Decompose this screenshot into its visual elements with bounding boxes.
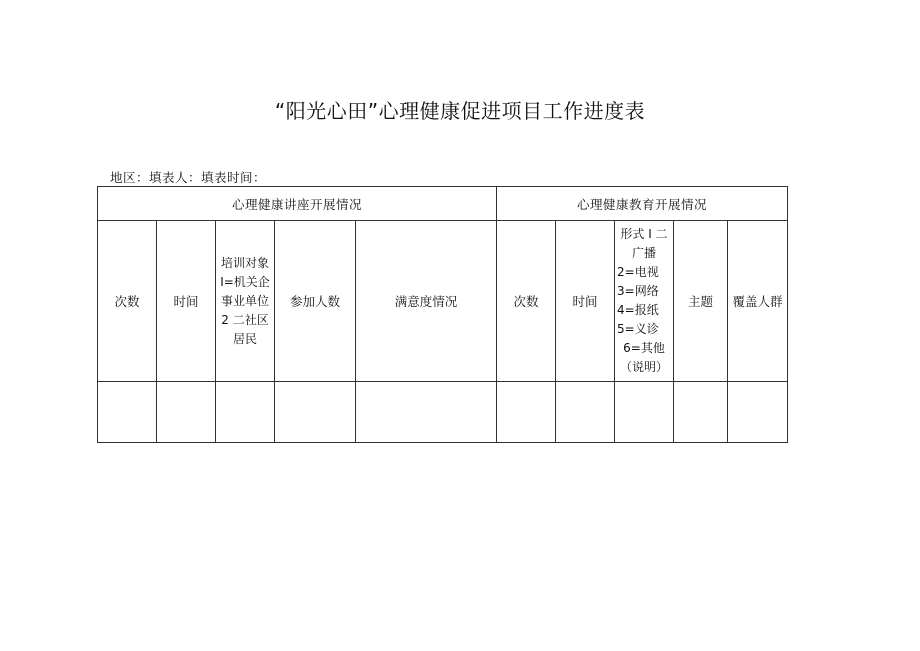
education-form-header: [615, 221, 674, 382]
education-time-header: 时间: [556, 221, 615, 382]
education-count-header: 次数: [497, 221, 556, 382]
table-cell[interactable]: [497, 382, 556, 443]
lecture-participants-header: 参加人数: [275, 221, 356, 382]
progress-table: [97, 186, 788, 443]
education-coverage-header: 覆盖人群: [728, 221, 788, 382]
table-cell[interactable]: [728, 382, 788, 443]
column-header-row: [98, 221, 788, 382]
table-cell[interactable]: [674, 382, 728, 443]
page-title: “阳光心田”心理健康促进项目工作进度表: [274, 99, 646, 123]
lecture-group-header: 心理健康讲座开展情况: [98, 187, 497, 221]
form-line: 5=义诊: [617, 322, 659, 336]
form-line: 3=网络: [617, 284, 659, 298]
table-cell[interactable]: [356, 382, 497, 443]
form-line: 4=报纸: [617, 303, 659, 317]
table-cell[interactable]: [615, 382, 674, 443]
form-line: 形式 I 二: [620, 227, 668, 241]
table-cell[interactable]: [556, 382, 615, 443]
lecture-time-header: 时间: [157, 221, 216, 382]
lecture-audience-header: [216, 221, 275, 382]
table-row: [98, 382, 788, 443]
audience-line: 培训对象: [220, 255, 269, 270]
table-cell[interactable]: [275, 382, 356, 443]
form-line: 6=其他: [623, 341, 665, 355]
table-cell[interactable]: [157, 382, 216, 443]
education-topic-header: 主题: [674, 221, 728, 382]
lecture-satisfaction-header: 满意度情况: [356, 221, 497, 382]
audience-line: 2 二社区: [221, 312, 269, 327]
audience-line: 事业单位: [220, 293, 269, 308]
audience-line: 居民: [232, 331, 257, 346]
form-line: 广播: [631, 246, 656, 260]
form-line: （说明）: [619, 360, 668, 374]
table-cell[interactable]: [216, 382, 275, 443]
audience-line: I=机关企: [220, 274, 270, 289]
form-meta-line: 地区：填表人：填表时间：: [110, 170, 267, 185]
form-line: 2=电视: [617, 265, 659, 279]
group-header-row: [98, 187, 788, 221]
table-cell[interactable]: [98, 382, 157, 443]
education-group-header: 心理健康教育开展情况: [497, 187, 788, 221]
lecture-count-header: 次数: [98, 221, 157, 382]
